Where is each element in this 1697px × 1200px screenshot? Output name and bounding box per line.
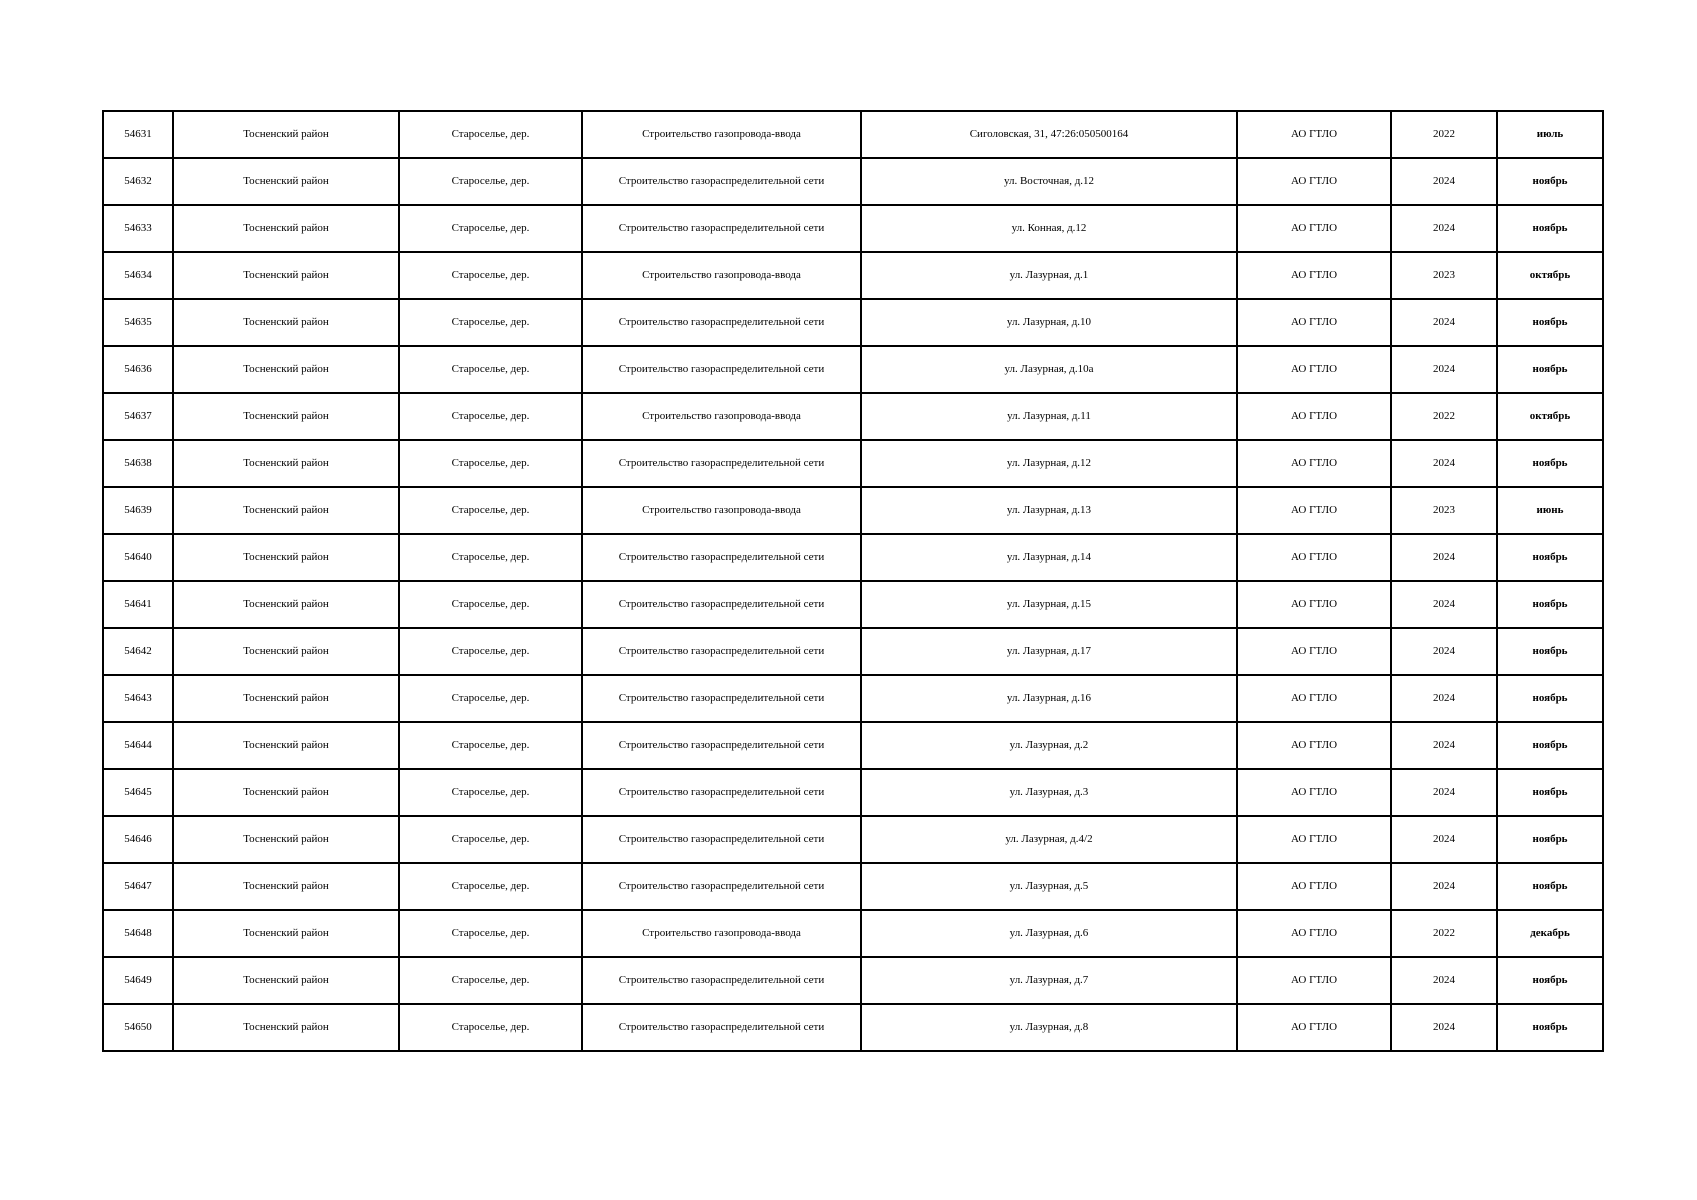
cell-month: ноябрь (1497, 722, 1603, 769)
cell-work-type: Строительство газораспределительной сети (582, 534, 861, 581)
cell-address: ул. Конная, д.12 (861, 205, 1237, 252)
cell-locality: Староселье, дер. (399, 816, 582, 863)
cell-month: ноябрь (1497, 816, 1603, 863)
cell-organization: АО ГТЛО (1237, 675, 1391, 722)
cell-work-type: Строительство газораспределительной сети (582, 158, 861, 205)
cell-month: ноябрь (1497, 769, 1603, 816)
cell-organization: АО ГТЛО (1237, 863, 1391, 910)
gasification-table (102, 110, 1604, 1052)
cell-district: Тосненский район (173, 346, 399, 393)
cell-district: Тосненский район (173, 863, 399, 910)
table-row (103, 581, 1603, 628)
cell-locality: Староселье, дер. (399, 393, 582, 440)
cell-month: октябрь (1497, 252, 1603, 299)
cell-address: ул. Лазурная, д.7 (861, 957, 1237, 1004)
table-row (103, 957, 1603, 1004)
cell-id: 54640 (103, 534, 173, 581)
table-row (103, 299, 1603, 346)
cell-month: ноябрь (1497, 440, 1603, 487)
cell-id: 54634 (103, 252, 173, 299)
cell-work-type: Строительство газораспределительной сети (582, 628, 861, 675)
cell-year: 2022 (1391, 910, 1497, 957)
cell-organization: АО ГТЛО (1237, 628, 1391, 675)
cell-id: 54636 (103, 346, 173, 393)
cell-month: июнь (1497, 487, 1603, 534)
cell-address: ул. Лазурная, д.14 (861, 534, 1237, 581)
cell-address: ул. Лазурная, д.13 (861, 487, 1237, 534)
cell-organization: АО ГТЛО (1237, 816, 1391, 863)
cell-address: ул. Лазурная, д.1 (861, 252, 1237, 299)
cell-work-type: Строительство газопровода-ввода (582, 111, 861, 158)
cell-locality: Староселье, дер. (399, 346, 582, 393)
cell-organization: АО ГТЛО (1237, 299, 1391, 346)
cell-district: Тосненский район (173, 205, 399, 252)
cell-address: ул. Лазурная, д.10 (861, 299, 1237, 346)
cell-locality: Староселье, дер. (399, 299, 582, 346)
cell-district: Тосненский район (173, 1004, 399, 1051)
cell-organization: АО ГТЛО (1237, 1004, 1391, 1051)
cell-address: ул. Лазурная, д.5 (861, 863, 1237, 910)
cell-district: Тосненский район (173, 957, 399, 1004)
cell-year: 2024 (1391, 299, 1497, 346)
cell-organization: АО ГТЛО (1237, 111, 1391, 158)
cell-year: 2022 (1391, 111, 1497, 158)
cell-locality: Староселье, дер. (399, 111, 582, 158)
table-row (103, 205, 1603, 252)
cell-id: 54644 (103, 722, 173, 769)
cell-organization: АО ГТЛО (1237, 769, 1391, 816)
cell-work-type: Строительство газораспределительной сети (582, 816, 861, 863)
cell-id: 54637 (103, 393, 173, 440)
cell-work-type: Строительство газопровода-ввода (582, 910, 861, 957)
cell-organization: АО ГТЛО (1237, 346, 1391, 393)
cell-month: октябрь (1497, 393, 1603, 440)
cell-work-type: Строительство газопровода-ввода (582, 393, 861, 440)
cell-id: 54633 (103, 205, 173, 252)
cell-address: ул. Лазурная, д.12 (861, 440, 1237, 487)
cell-work-type: Строительство газораспределительной сети (582, 863, 861, 910)
cell-locality: Староселье, дер. (399, 675, 582, 722)
cell-id: 54631 (103, 111, 173, 158)
table-row (103, 1004, 1603, 1051)
cell-work-type: Строительство газораспределительной сети (582, 205, 861, 252)
cell-id: 54645 (103, 769, 173, 816)
cell-id: 54639 (103, 487, 173, 534)
cell-year: 2024 (1391, 1004, 1497, 1051)
cell-year: 2024 (1391, 534, 1497, 581)
cell-address: ул. Лазурная, д.16 (861, 675, 1237, 722)
cell-organization: АО ГТЛО (1237, 393, 1391, 440)
cell-month: ноябрь (1497, 863, 1603, 910)
table-body (103, 111, 1603, 1051)
cell-locality: Староселье, дер. (399, 158, 582, 205)
table-row (103, 111, 1603, 158)
cell-locality: Староселье, дер. (399, 722, 582, 769)
cell-district: Тосненский район (173, 816, 399, 863)
cell-month: ноябрь (1497, 1004, 1603, 1051)
cell-month: ноябрь (1497, 628, 1603, 675)
cell-district: Тосненский район (173, 111, 399, 158)
table-row (103, 393, 1603, 440)
cell-year: 2024 (1391, 158, 1497, 205)
cell-year: 2023 (1391, 487, 1497, 534)
cell-year: 2024 (1391, 769, 1497, 816)
table-row (103, 346, 1603, 393)
table-row (103, 863, 1603, 910)
cell-organization: АО ГТЛО (1237, 158, 1391, 205)
cell-month: декабрь (1497, 910, 1603, 957)
cell-year: 2024 (1391, 675, 1497, 722)
cell-id: 54635 (103, 299, 173, 346)
cell-address: ул. Лазурная, д.2 (861, 722, 1237, 769)
cell-work-type: Строительство газораспределительной сети (582, 440, 861, 487)
table-row (103, 487, 1603, 534)
cell-district: Тосненский район (173, 299, 399, 346)
cell-district: Тосненский район (173, 252, 399, 299)
cell-work-type: Строительство газопровода-ввода (582, 487, 861, 534)
cell-month: июль (1497, 111, 1603, 158)
cell-address: ул. Лазурная, д.11 (861, 393, 1237, 440)
cell-locality: Староселье, дер. (399, 863, 582, 910)
cell-id: 54641 (103, 581, 173, 628)
cell-locality: Староселье, дер. (399, 910, 582, 957)
cell-id: 54642 (103, 628, 173, 675)
cell-district: Тосненский район (173, 158, 399, 205)
cell-locality: Староселье, дер. (399, 581, 582, 628)
cell-locality: Староселье, дер. (399, 440, 582, 487)
cell-month: ноябрь (1497, 581, 1603, 628)
table-row (103, 252, 1603, 299)
cell-id: 54650 (103, 1004, 173, 1051)
cell-id: 54646 (103, 816, 173, 863)
cell-month: ноябрь (1497, 299, 1603, 346)
cell-id: 54643 (103, 675, 173, 722)
cell-district: Тосненский район (173, 675, 399, 722)
cell-address: ул. Лазурная, д.4/2 (861, 816, 1237, 863)
cell-month: ноябрь (1497, 346, 1603, 393)
cell-organization: АО ГТЛО (1237, 205, 1391, 252)
cell-locality: Староселье, дер. (399, 487, 582, 534)
table-row (103, 628, 1603, 675)
table-row (103, 440, 1603, 487)
cell-year: 2022 (1391, 393, 1497, 440)
cell-year: 2024 (1391, 205, 1497, 252)
cell-locality: Староселье, дер. (399, 957, 582, 1004)
cell-year: 2024 (1391, 581, 1497, 628)
cell-month: ноябрь (1497, 675, 1603, 722)
cell-year: 2024 (1391, 863, 1497, 910)
cell-address: ул. Лазурная, д.17 (861, 628, 1237, 675)
cell-locality: Староселье, дер. (399, 769, 582, 816)
cell-address: ул. Восточная, д.12 (861, 158, 1237, 205)
cell-district: Тосненский район (173, 393, 399, 440)
cell-district: Тосненский район (173, 769, 399, 816)
table-row (103, 158, 1603, 205)
table-row (103, 722, 1603, 769)
cell-year: 2024 (1391, 628, 1497, 675)
cell-id: 54649 (103, 957, 173, 1004)
cell-month: ноябрь (1497, 957, 1603, 1004)
cell-address: ул. Лазурная, д.15 (861, 581, 1237, 628)
cell-month: ноябрь (1497, 158, 1603, 205)
cell-address: ул. Лазурная, д.8 (861, 1004, 1237, 1051)
cell-locality: Староселье, дер. (399, 628, 582, 675)
cell-organization: АО ГТЛО (1237, 252, 1391, 299)
cell-district: Тосненский район (173, 487, 399, 534)
cell-year: 2024 (1391, 816, 1497, 863)
cell-work-type: Строительство газораспределительной сети (582, 957, 861, 1004)
cell-locality: Староселье, дер. (399, 205, 582, 252)
cell-work-type: Строительство газопровода-ввода (582, 252, 861, 299)
cell-address: ул. Лазурная, д.3 (861, 769, 1237, 816)
cell-organization: АО ГТЛО (1237, 581, 1391, 628)
cell-locality: Староселье, дер. (399, 534, 582, 581)
cell-work-type: Строительство газораспределительной сети (582, 1004, 861, 1051)
cell-work-type: Строительство газораспределительной сети (582, 675, 861, 722)
cell-month: ноябрь (1497, 534, 1603, 581)
cell-year: 2024 (1391, 722, 1497, 769)
cell-id: 54632 (103, 158, 173, 205)
cell-district: Тосненский район (173, 628, 399, 675)
cell-organization: АО ГТЛО (1237, 910, 1391, 957)
cell-work-type: Строительство газораспределительной сети (582, 299, 861, 346)
cell-year: 2024 (1391, 957, 1497, 1004)
cell-organization: АО ГТЛО (1237, 487, 1391, 534)
table-row (103, 534, 1603, 581)
cell-organization: АО ГТЛО (1237, 440, 1391, 487)
cell-address: Сиголовская, 31, 47:26:050500164 (861, 111, 1237, 158)
cell-year: 2024 (1391, 346, 1497, 393)
cell-work-type: Строительство газораспределительной сети (582, 581, 861, 628)
cell-month: ноябрь (1497, 205, 1603, 252)
cell-district: Тосненский район (173, 581, 399, 628)
cell-address: ул. Лазурная, д.6 (861, 910, 1237, 957)
table-row (103, 816, 1603, 863)
table-row (103, 769, 1603, 816)
cell-year: 2024 (1391, 440, 1497, 487)
cell-work-type: Строительство газораспределительной сети (582, 769, 861, 816)
table-row (103, 675, 1603, 722)
cell-district: Тосненский район (173, 910, 399, 957)
cell-organization: АО ГТЛО (1237, 722, 1391, 769)
cell-district: Тосненский район (173, 440, 399, 487)
cell-district: Тосненский район (173, 722, 399, 769)
cell-address: ул. Лазурная, д.10а (861, 346, 1237, 393)
cell-id: 54648 (103, 910, 173, 957)
cell-work-type: Строительство газораспределительной сети (582, 346, 861, 393)
cell-work-type: Строительство газораспределительной сети (582, 722, 861, 769)
cell-district: Тосненский район (173, 534, 399, 581)
cell-id: 54647 (103, 863, 173, 910)
cell-id: 54638 (103, 440, 173, 487)
cell-organization: АО ГТЛО (1237, 534, 1391, 581)
cell-locality: Староселье, дер. (399, 1004, 582, 1051)
cell-organization: АО ГТЛО (1237, 957, 1391, 1004)
cell-locality: Староселье, дер. (399, 252, 582, 299)
cell-year: 2023 (1391, 252, 1497, 299)
table-row (103, 910, 1603, 957)
